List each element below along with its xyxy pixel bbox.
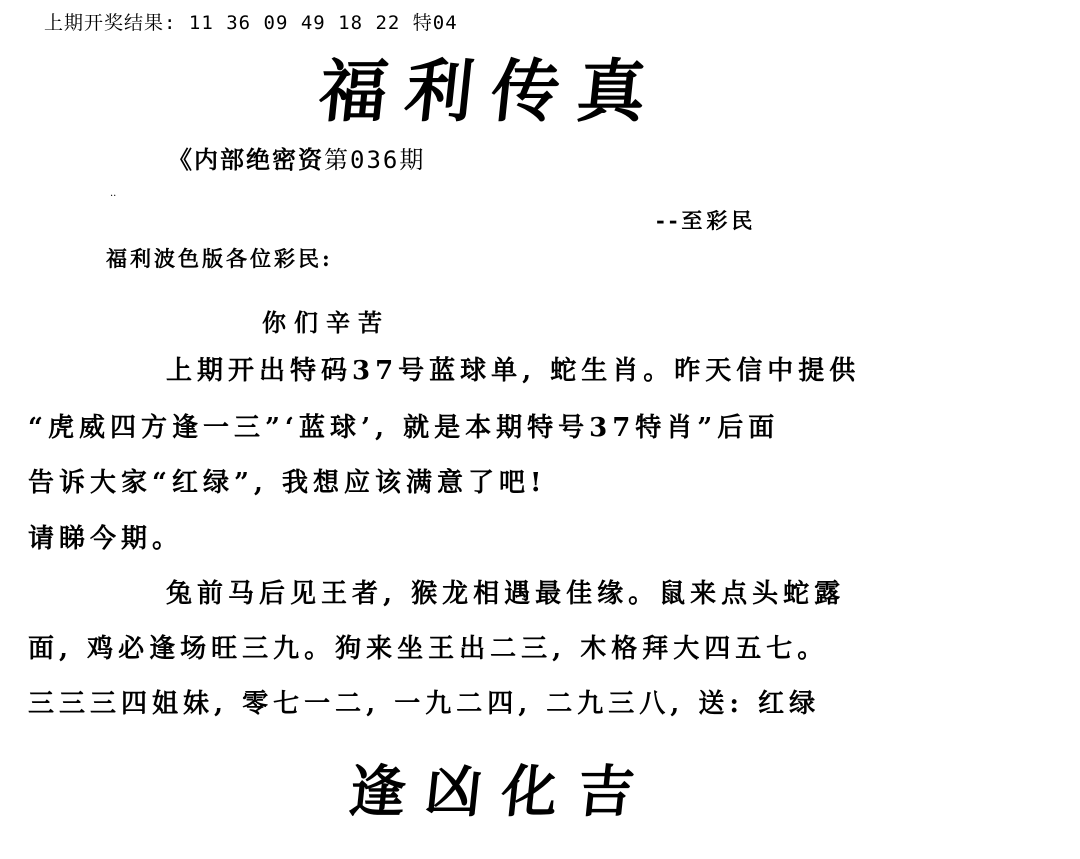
last-draw-result: 上期开奖结果: 11 36 09 49 18 22 特04: [44, 12, 458, 34]
closing-phrase: 逢凶化吉: [346, 759, 658, 825]
body-line: 上期开出特码37号蓝球单, 蛇生肖。昨天信中提供: [166, 356, 861, 386]
issue-line: [168, 140, 425, 175]
body-line: 三三三四姐妹, 零七一二, 一九二四, 二九三八, 送: 红绿: [28, 689, 821, 719]
body-line: 告诉大家“红绿”, 我想应该满意了吧!: [28, 468, 547, 498]
issue-number: 第036期: [324, 146, 426, 174]
body-line: 兔前马后见王者, 猴龙相遇最佳缘。鼠来点头蛇露: [166, 579, 846, 609]
stray-dots: ..: [110, 188, 117, 199]
page-title: 福利传真: [315, 52, 668, 132]
body-line: 面, 鸡必逢场旺三九。狗来坐王出二三, 木格拜大四五七。: [28, 634, 829, 664]
body-line: “虎威四方逢一三”‘蓝球’, 就是本期特号37特肖”后面: [28, 413, 780, 443]
recipient-line: --至彩民: [656, 208, 757, 233]
salutation: 你们辛苦: [262, 308, 390, 337]
greeting: 福利波色版各位彩民:: [106, 246, 333, 271]
body-line: 请睇今期。: [28, 524, 184, 554]
issue-label: 《内部绝密资: [168, 145, 324, 174]
